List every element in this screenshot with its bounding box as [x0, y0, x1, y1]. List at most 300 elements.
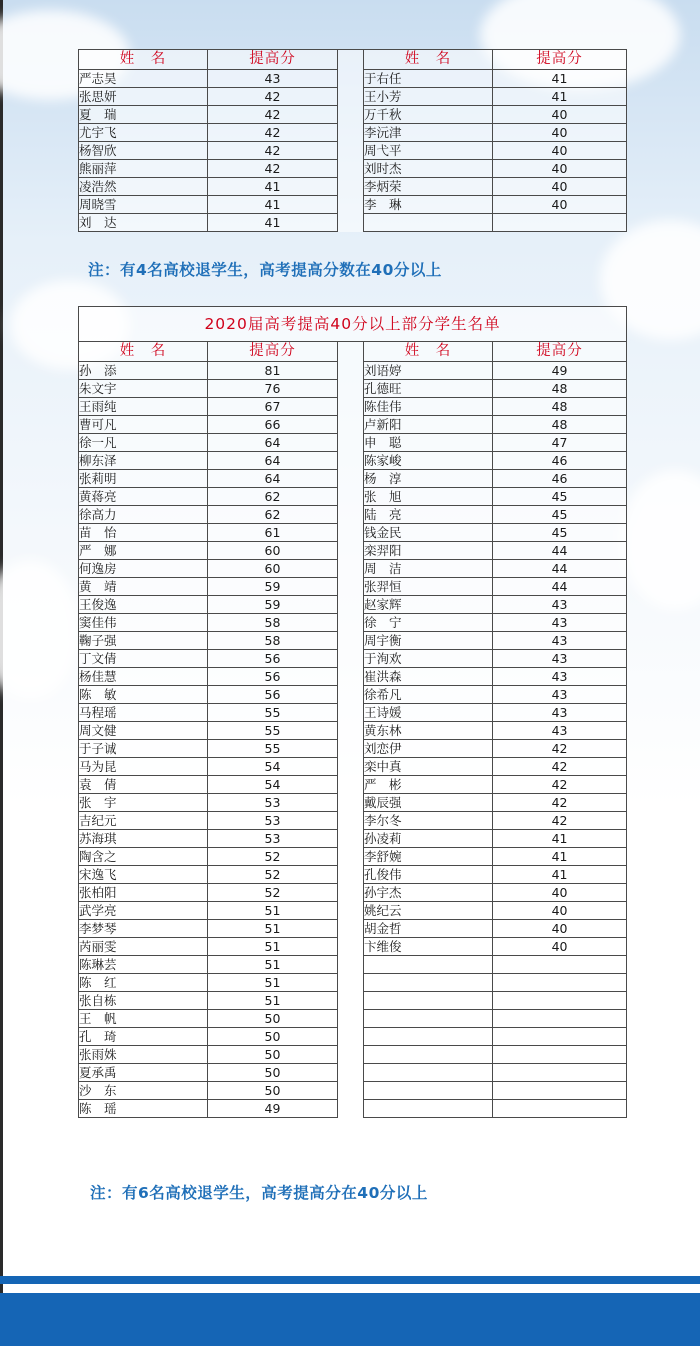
column-gap: [338, 830, 364, 848]
student-name: 黄 靖: [79, 578, 208, 596]
column-gap: [338, 938, 364, 956]
column-gap: [338, 560, 364, 578]
student-name: [364, 1100, 493, 1118]
column-gap: [338, 142, 364, 160]
table-row: [79, 1046, 627, 1064]
column-gap: [338, 686, 364, 704]
footer-band: [0, 1293, 700, 1346]
column-gap: [338, 614, 364, 632]
student-name: 崔洪森: [364, 668, 493, 686]
student-score: 42: [208, 142, 338, 160]
student-score: 50: [208, 1082, 338, 1100]
student-score: 76: [208, 380, 338, 398]
table-row: [79, 178, 627, 196]
column-gap: [338, 776, 364, 794]
student-name: 丁文倩: [79, 650, 208, 668]
student-name: 张 宇: [79, 794, 208, 812]
student-score: 49: [493, 362, 627, 380]
student-score: 50: [208, 1010, 338, 1028]
student-score: 43: [493, 632, 627, 650]
student-name: 李舒婉: [364, 848, 493, 866]
column-gap: [338, 178, 364, 196]
student-name: 徐希凡: [364, 686, 493, 704]
table-row: [79, 974, 627, 992]
student-name: 杨佳慧: [79, 668, 208, 686]
student-name: [364, 214, 493, 232]
student-score: 42: [493, 794, 627, 812]
student-name: 张自栋: [79, 992, 208, 1010]
student-name: 张雨姝: [79, 1046, 208, 1064]
table-row: [79, 70, 627, 88]
student-name: 孙宇杰: [364, 884, 493, 902]
table-row: [79, 992, 627, 1010]
student-score: 66: [208, 416, 338, 434]
table-row: [79, 214, 627, 232]
cloud-decoration: [0, 560, 80, 700]
student-score: 50: [208, 1046, 338, 1064]
table-row: [79, 434, 627, 452]
student-score: 67: [208, 398, 338, 416]
student-name: [364, 956, 493, 974]
table-row: [79, 956, 627, 974]
student-name: 凌浩然: [79, 178, 208, 196]
student-name: 赵家辉: [364, 596, 493, 614]
student-name: 吉纪元: [79, 812, 208, 830]
student-score: 41: [208, 196, 338, 214]
table-row: [79, 722, 627, 740]
student-score: 56: [208, 686, 338, 704]
student-score: 62: [208, 488, 338, 506]
student-score: 43: [493, 668, 627, 686]
table-row: [79, 596, 627, 614]
table-row: [79, 142, 627, 160]
column-gap: [338, 506, 364, 524]
student-name: 袁 倩: [79, 776, 208, 794]
table-row: [79, 106, 627, 124]
table-row: [79, 920, 627, 938]
student-name: 严 彬: [364, 776, 493, 794]
student-name: 曹可凡: [79, 416, 208, 434]
column-gap: [338, 884, 364, 902]
student-score: 60: [208, 542, 338, 560]
student-score: [493, 974, 627, 992]
student-score: 50: [208, 1028, 338, 1046]
student-score: 56: [208, 668, 338, 686]
student-name: 陈 红: [79, 974, 208, 992]
table-header-row: [79, 342, 627, 362]
footer-stripe: [0, 1276, 700, 1284]
student-name: 孔俊伟: [364, 866, 493, 884]
table-row: [79, 1010, 627, 1028]
student-score: 44: [493, 578, 627, 596]
name-column-header: 姓 名: [364, 342, 493, 362]
student-name: 卢新阳: [364, 416, 493, 434]
column-gap: [338, 362, 364, 380]
table-row: [79, 1100, 627, 1118]
student-name: 孔 琦: [79, 1028, 208, 1046]
student-name: 陈 瑶: [79, 1100, 208, 1118]
student-score: 43: [493, 614, 627, 632]
student-score: 55: [208, 722, 338, 740]
column-gap: [338, 50, 364, 70]
column-gap: [338, 452, 364, 470]
table-row: [79, 758, 627, 776]
column-gap: [338, 434, 364, 452]
table-row: [79, 88, 627, 106]
student-name: 宋逸飞: [79, 866, 208, 884]
student-name: 徐一凡: [79, 434, 208, 452]
column-gap: [338, 342, 364, 362]
student-name: 陈 敏: [79, 686, 208, 704]
table-row: [79, 794, 627, 812]
table-row: [79, 812, 627, 830]
student-score: 48: [493, 416, 627, 434]
column-gap: [338, 416, 364, 434]
column-gap: [338, 70, 364, 88]
student-score: 42: [208, 124, 338, 142]
student-name: 张 旭: [364, 488, 493, 506]
student-score: 53: [208, 812, 338, 830]
student-name: 马程瑶: [79, 704, 208, 722]
column-gap: [338, 740, 364, 758]
student-score: 41: [208, 178, 338, 196]
student-score: 41: [493, 866, 627, 884]
student-name: 姚纪云: [364, 902, 493, 920]
student-score: 40: [493, 160, 627, 178]
student-name: 王小芳: [364, 88, 493, 106]
score-table-2020: [78, 306, 627, 1118]
column-gap: [338, 488, 364, 506]
student-name: 芮丽雯: [79, 938, 208, 956]
student-name: 张思妍: [79, 88, 208, 106]
student-name: 陈佳伟: [364, 398, 493, 416]
student-score: [493, 214, 627, 232]
student-name: 王雨纯: [79, 398, 208, 416]
table-row: [79, 1028, 627, 1046]
student-score: 60: [208, 560, 338, 578]
table-title-row: [79, 307, 627, 342]
column-gap: [338, 650, 364, 668]
score-table-top: [78, 49, 627, 232]
student-name: 栾羿阳: [364, 542, 493, 560]
student-score: 64: [208, 434, 338, 452]
student-name: 朱文宇: [79, 380, 208, 398]
student-name: 陈家峻: [364, 452, 493, 470]
table-row: [79, 452, 627, 470]
column-gap: [338, 704, 364, 722]
student-name: 于右任: [364, 70, 493, 88]
student-name: 孙凌莉: [364, 830, 493, 848]
table-row: [79, 578, 627, 596]
table-row: [79, 416, 627, 434]
student-name: 卞维俊: [364, 938, 493, 956]
student-name: 黄东林: [364, 722, 493, 740]
student-name: 李尔冬: [364, 812, 493, 830]
student-score: 40: [493, 106, 627, 124]
student-score: 54: [208, 758, 338, 776]
student-score: 41: [493, 848, 627, 866]
column-gap: [338, 992, 364, 1010]
student-name: [364, 1046, 493, 1064]
student-name: 于子诚: [79, 740, 208, 758]
student-score: 41: [493, 830, 627, 848]
student-score: 64: [208, 452, 338, 470]
table-row: [79, 632, 627, 650]
student-name: 夏 瑞: [79, 106, 208, 124]
student-name: 尤宇飞: [79, 124, 208, 142]
student-score: 44: [493, 542, 627, 560]
student-name: [364, 1028, 493, 1046]
student-score: 55: [208, 704, 338, 722]
score-column-header: 提高分: [493, 50, 627, 70]
column-gap: [338, 1100, 364, 1118]
cloud-decoration: [620, 470, 700, 610]
table-row: [79, 470, 627, 488]
table-row: [79, 866, 627, 884]
student-score: 43: [493, 596, 627, 614]
student-name: 刘时杰: [364, 160, 493, 178]
column-gap: [338, 1046, 364, 1064]
student-score: 43: [493, 686, 627, 704]
column-gap: [338, 596, 364, 614]
student-name: [364, 1010, 493, 1028]
student-score: 55: [208, 740, 338, 758]
note-bottom: 注：有6名高校退学生，高考提高分在40分以上: [90, 1184, 428, 1202]
student-name: 柳东泽: [79, 452, 208, 470]
table-row: [79, 124, 627, 142]
table-row: [79, 362, 627, 380]
student-score: 49: [208, 1100, 338, 1118]
student-score: 58: [208, 614, 338, 632]
student-score: 40: [493, 178, 627, 196]
student-score: 42: [208, 88, 338, 106]
student-score: 43: [493, 650, 627, 668]
student-name: 于洵欢: [364, 650, 493, 668]
table-row: [79, 704, 627, 722]
student-score: 54: [208, 776, 338, 794]
student-name: 鞠子强: [79, 632, 208, 650]
student-score: 53: [208, 830, 338, 848]
student-score: 81: [208, 362, 338, 380]
student-score: 45: [493, 524, 627, 542]
table-row: [79, 160, 627, 178]
student-score: 51: [208, 920, 338, 938]
table-row: [79, 560, 627, 578]
column-gap: [338, 398, 364, 416]
student-name: 严志昊: [79, 70, 208, 88]
student-score: 41: [208, 214, 338, 232]
student-score: 61: [208, 524, 338, 542]
student-score: 51: [208, 992, 338, 1010]
table-row: [79, 1064, 627, 1082]
student-score: 40: [493, 884, 627, 902]
column-gap: [338, 196, 364, 214]
student-name: 周文健: [79, 722, 208, 740]
student-name: 王诗媛: [364, 704, 493, 722]
student-score: [493, 1082, 627, 1100]
student-name: 陶含之: [79, 848, 208, 866]
column-gap: [338, 380, 364, 398]
student-score: 42: [493, 776, 627, 794]
student-name: 栾中真: [364, 758, 493, 776]
student-score: 42: [493, 758, 627, 776]
column-gap: [338, 214, 364, 232]
student-name: 李炳荣: [364, 178, 493, 196]
column-gap: [338, 160, 364, 178]
student-name: 张莉明: [79, 470, 208, 488]
student-score: 59: [208, 596, 338, 614]
table-row: [79, 830, 627, 848]
name-column-header: 姓 名: [364, 50, 493, 70]
student-score: 48: [493, 380, 627, 398]
student-score: 51: [208, 974, 338, 992]
student-score: 46: [493, 452, 627, 470]
student-name: 陈琳芸: [79, 956, 208, 974]
student-score: 42: [208, 160, 338, 178]
student-name: 夏承禹: [79, 1064, 208, 1082]
student-name: 黄蒋亮: [79, 488, 208, 506]
table-row: [79, 506, 627, 524]
student-score: 40: [493, 142, 627, 160]
table-row: [79, 884, 627, 902]
table-row: [79, 650, 627, 668]
student-score: [493, 1028, 627, 1046]
column-gap: [338, 920, 364, 938]
student-name: [364, 1064, 493, 1082]
column-gap: [338, 1010, 364, 1028]
student-name: 徐 宁: [364, 614, 493, 632]
student-score: 47: [493, 434, 627, 452]
student-score: 51: [208, 902, 338, 920]
student-score: 41: [493, 88, 627, 106]
student-name: 窦佳伟: [79, 614, 208, 632]
column-gap: [338, 794, 364, 812]
student-score: 40: [493, 938, 627, 956]
student-name: [364, 1082, 493, 1100]
student-score: 45: [493, 506, 627, 524]
student-score: [493, 992, 627, 1010]
name-column-header: 姓 名: [79, 50, 208, 70]
student-score: [493, 956, 627, 974]
student-name: 刘恋伊: [364, 740, 493, 758]
student-name: 苗 怡: [79, 524, 208, 542]
note-top: 注：有4名高校退学生，高考提高分数在40分以上: [88, 261, 442, 279]
score-column-header: 提高分: [493, 342, 627, 362]
column-gap: [338, 124, 364, 142]
table-row: [79, 938, 627, 956]
student-name: 周 洁: [364, 560, 493, 578]
column-gap: [338, 956, 364, 974]
column-gap: [338, 902, 364, 920]
student-score: 48: [493, 398, 627, 416]
column-gap: [338, 758, 364, 776]
student-name: 申 聪: [364, 434, 493, 452]
student-name: 李 琳: [364, 196, 493, 214]
student-name: 苏海琪: [79, 830, 208, 848]
student-name: 杨 淳: [364, 470, 493, 488]
table-row: [79, 776, 627, 794]
student-name: 陆 亮: [364, 506, 493, 524]
student-score: 40: [493, 196, 627, 214]
student-score: 58: [208, 632, 338, 650]
column-gap: [338, 866, 364, 884]
student-score: 42: [208, 106, 338, 124]
table-row: [79, 668, 627, 686]
table-row: [79, 686, 627, 704]
student-score: 43: [208, 70, 338, 88]
table-row: [79, 380, 627, 398]
student-score: 64: [208, 470, 338, 488]
column-gap: [338, 524, 364, 542]
student-name: 孙 添: [79, 362, 208, 380]
student-name: [364, 974, 493, 992]
column-gap: [338, 722, 364, 740]
student-score: 43: [493, 722, 627, 740]
table-row: [79, 902, 627, 920]
table-row: [79, 848, 627, 866]
student-score: 40: [493, 920, 627, 938]
column-gap: [338, 578, 364, 596]
student-name: 张柏阳: [79, 884, 208, 902]
student-score: [493, 1064, 627, 1082]
student-name: 孔德旺: [364, 380, 493, 398]
student-name: 李沅津: [364, 124, 493, 142]
table-header-row: [79, 50, 627, 70]
student-name: 钱金民: [364, 524, 493, 542]
column-gap: [338, 542, 364, 560]
student-score: [493, 1046, 627, 1064]
student-score: 43: [493, 704, 627, 722]
table-row: [79, 524, 627, 542]
student-name: 刘语婷: [364, 362, 493, 380]
student-score: 40: [493, 902, 627, 920]
table-row: [79, 196, 627, 214]
student-name: 杨智欣: [79, 142, 208, 160]
column-gap: [338, 1028, 364, 1046]
student-name: 周宇衡: [364, 632, 493, 650]
student-score: 52: [208, 884, 338, 902]
student-score: 40: [493, 124, 627, 142]
student-name: [364, 992, 493, 1010]
table-row: [79, 740, 627, 758]
column-gap: [338, 106, 364, 124]
column-gap: [338, 1064, 364, 1082]
student-score: 51: [208, 938, 338, 956]
student-score: 53: [208, 794, 338, 812]
student-name: 戴辰强: [364, 794, 493, 812]
student-score: [493, 1010, 627, 1028]
name-column-header: 姓 名: [79, 342, 208, 362]
column-gap: [338, 668, 364, 686]
score-column-header: 提高分: [208, 342, 338, 362]
table-row: [79, 542, 627, 560]
table-row: [79, 1082, 627, 1100]
student-name: 何逸房: [79, 560, 208, 578]
student-score: 42: [493, 740, 627, 758]
student-score: 45: [493, 488, 627, 506]
student-name: 熊丽萍: [79, 160, 208, 178]
table-title: 2020届高考提高40分以上部分学生名单: [79, 307, 627, 342]
student-name: 刘 达: [79, 214, 208, 232]
column-gap: [338, 1082, 364, 1100]
student-score: 56: [208, 650, 338, 668]
student-score: 51: [208, 956, 338, 974]
student-name: 马为昆: [79, 758, 208, 776]
student-name: 周晓雪: [79, 196, 208, 214]
column-gap: [338, 848, 364, 866]
student-name: 沙 东: [79, 1082, 208, 1100]
student-score: 62: [208, 506, 338, 524]
